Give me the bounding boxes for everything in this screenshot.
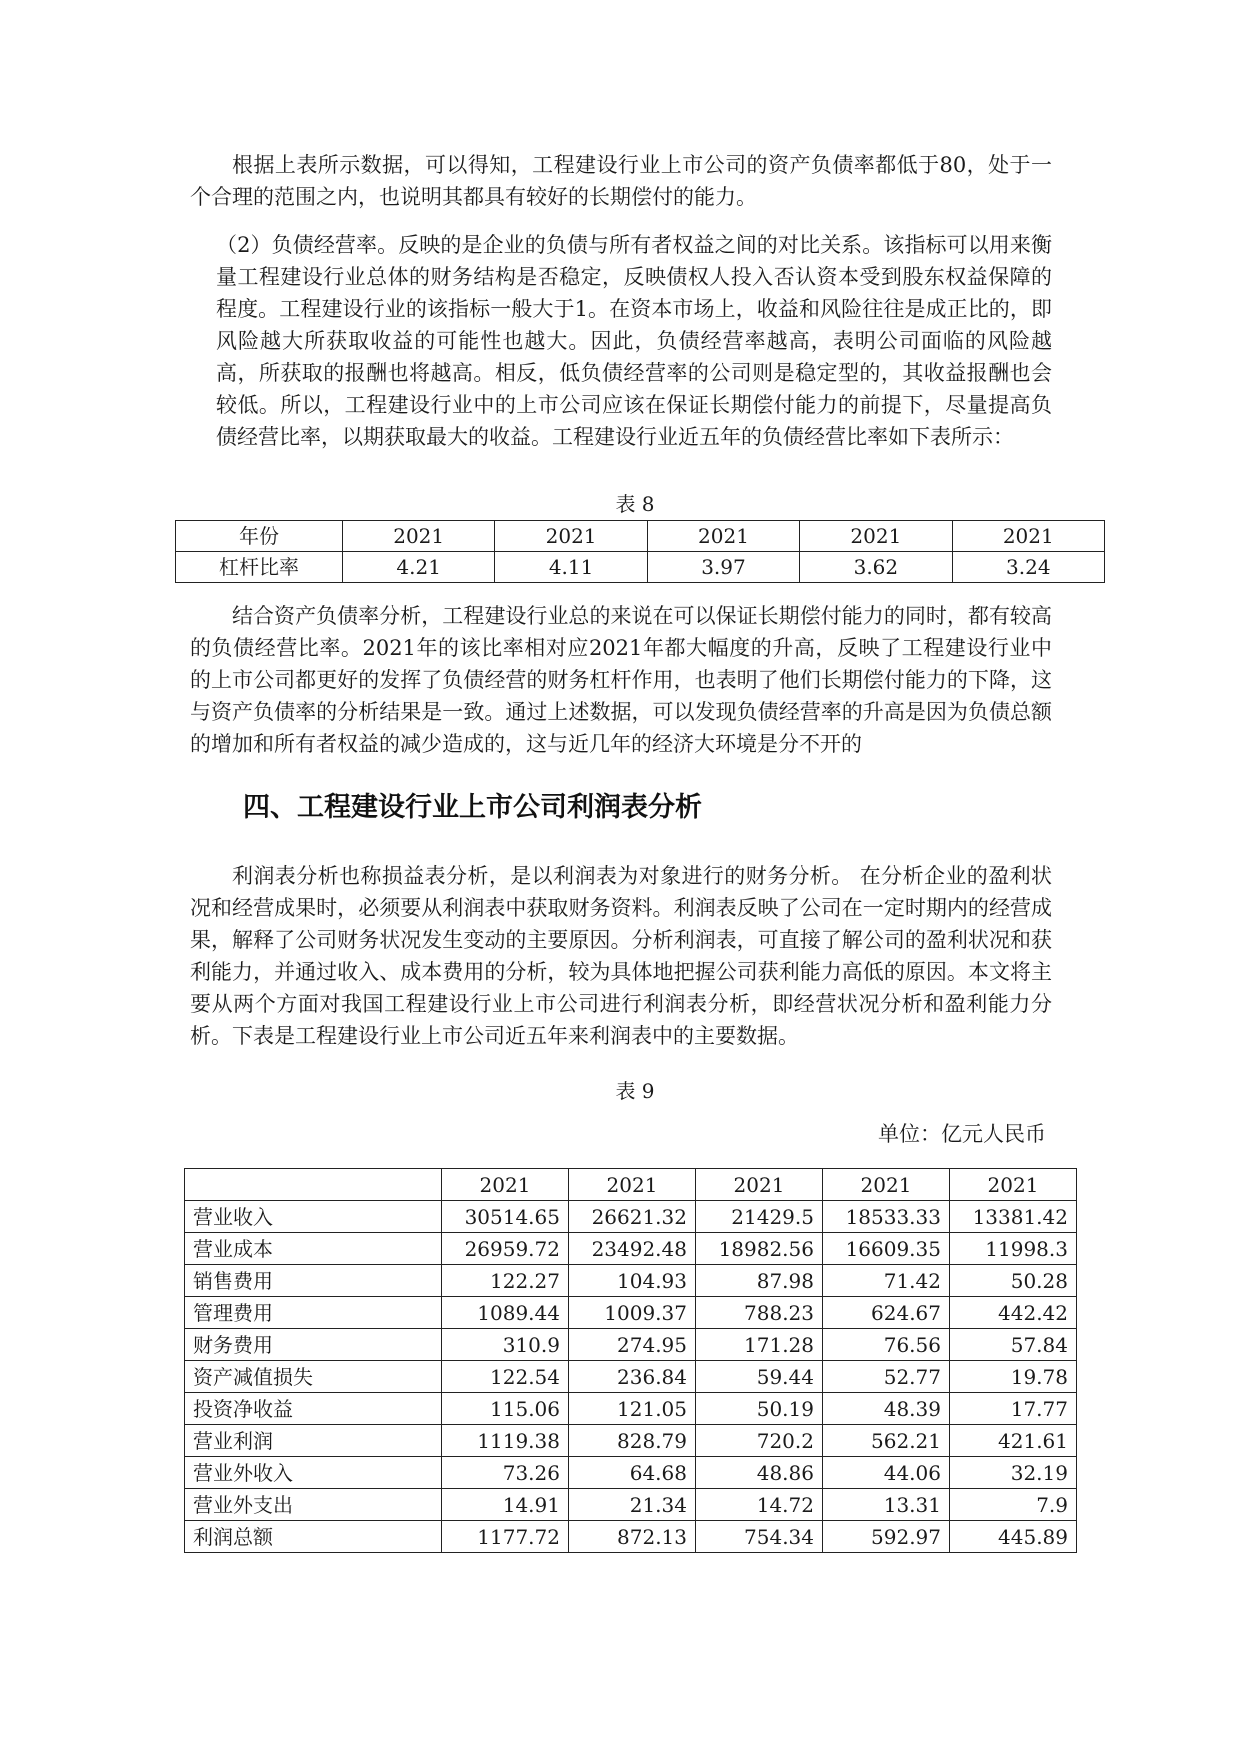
year-cell: 2021 [569, 1169, 696, 1201]
row-label-cell: 杠杆比率 [176, 552, 343, 583]
row-label-cell: 营业外支出 [185, 1489, 442, 1521]
table-9-income-statement [184, 1168, 1077, 1553]
value-cell: 71.42 [823, 1265, 950, 1297]
value-cell: 48.86 [696, 1457, 823, 1489]
year-cell: 2021 [696, 1169, 823, 1201]
year-cell: 2021 [952, 521, 1104, 552]
paragraph-leverage-analysis: 结合资产负债率分析，工程建设行业总的来说在可以保证长期偿付能力的同时，都有较高的负债经营比率。2021年的该比率相对应2021年都大幅度的升高，反映了工程建设行业中的上市公司都更好的发挥了负债经营的财务杠杆作用，也表明了他们长期偿付能力的下降，这与资产负债率的分析结果是一致。通过上述数据，可以发现负债经营率的升高是因为负债总额的增加和所有者权益的减少造成的，这与近几年的经济大环境是分不开的 [190, 604, 1052, 756]
value-cell: 11998.3 [950, 1233, 1077, 1265]
value-cell: 50.28 [950, 1265, 1077, 1297]
value-cell: 26621.32 [569, 1201, 696, 1233]
value-cell: 1119.38 [442, 1425, 569, 1457]
table-8-leverage-ratio [175, 520, 1105, 583]
value-cell: 7.9 [950, 1489, 1077, 1521]
value-cell: 87.98 [696, 1265, 823, 1297]
table-row [185, 1297, 1077, 1329]
value-cell: 23492.48 [569, 1233, 696, 1265]
value-cell: 73.26 [442, 1457, 569, 1489]
value-cell: 3.97 [647, 552, 799, 583]
table-row [185, 1361, 1077, 1393]
year-cell: 2021 [647, 521, 799, 552]
row-label-cell: 财务费用 [185, 1329, 442, 1361]
value-cell: 592.97 [823, 1521, 950, 1553]
value-cell: 274.95 [569, 1329, 696, 1361]
table-row [176, 552, 1105, 583]
table-row [185, 1201, 1077, 1233]
table-row [185, 1425, 1077, 1457]
value-cell: 59.44 [696, 1361, 823, 1393]
row-label-cell: 管理费用 [185, 1297, 442, 1329]
value-cell: 828.79 [569, 1425, 696, 1457]
value-cell: 171.28 [696, 1329, 823, 1361]
value-cell: 32.19 [950, 1457, 1077, 1489]
value-cell: 13.31 [823, 1489, 950, 1521]
value-cell: 122.27 [442, 1265, 569, 1297]
value-cell: 13381.42 [950, 1201, 1077, 1233]
table-row [185, 1457, 1077, 1489]
value-cell: 1089.44 [442, 1297, 569, 1329]
paragraph-income-statement-analysis: 利润表分析也称损益表分析，是以利润表为对象进行的财务分析。 在分析企业的盈利状况和经营成果时，必须要从利润表中获取财务资料。利润表反映了公司在一定时期内的经营成果，解释了公司财务状况发生变动的主要原因。分析利润表，可直接了解公司的盈利状况和获利能力，并通过收入、成本费用的分析，较为具体地把握公司获利能力高低的原因。本文将主要从两个方面对我国工程建设行业上市公司进行利润表分析，即经营状况分析和盈利能力分析。下表是工程建设行业上市公司近五年来利润表中的主要数据。 [190, 864, 1052, 1048]
value-cell: 14.72 [696, 1489, 823, 1521]
value-cell: 21.34 [569, 1489, 696, 1521]
value-cell: 122.54 [442, 1361, 569, 1393]
value-cell: 14.91 [442, 1489, 569, 1521]
value-cell: 624.67 [823, 1297, 950, 1329]
value-cell: 26959.72 [442, 1233, 569, 1265]
section-heading: 四、工程建设行业上市公司利润表分析 [243, 792, 702, 823]
value-cell: 421.61 [950, 1425, 1077, 1457]
value-cell: 310.9 [442, 1329, 569, 1361]
value-cell: 788.23 [696, 1297, 823, 1329]
value-cell: 1009.37 [569, 1297, 696, 1329]
value-cell: 57.84 [950, 1329, 1077, 1361]
row-label-cell: 营业利润 [185, 1425, 442, 1457]
table-row [176, 521, 1105, 552]
value-cell: 104.93 [569, 1265, 696, 1297]
year-cell: 2021 [800, 521, 952, 552]
value-cell: 4.11 [495, 552, 647, 583]
value-cell: 720.2 [696, 1425, 823, 1457]
row-label-cell: 利润总额 [185, 1521, 442, 1553]
value-cell: 21429.5 [696, 1201, 823, 1233]
row-label-cell: 销售费用 [185, 1265, 442, 1297]
row-label-cell: 营业成本 [185, 1233, 442, 1265]
row-label-cell: 资产减值损失 [185, 1361, 442, 1393]
year-cell: 2021 [343, 521, 495, 552]
table-row [185, 1265, 1077, 1297]
table-row [185, 1329, 1077, 1361]
value-cell: 754.34 [696, 1521, 823, 1553]
table-row [185, 1521, 1077, 1553]
row-label-cell: 营业收入 [185, 1201, 442, 1233]
table-8-caption: 表 8 [615, 492, 655, 516]
value-cell: 52.77 [823, 1361, 950, 1393]
table-row [185, 1489, 1077, 1521]
value-cell: 16609.35 [823, 1233, 950, 1265]
value-cell: 17.77 [950, 1393, 1077, 1425]
value-cell: 64.68 [569, 1457, 696, 1489]
table-corner-cell [185, 1169, 442, 1201]
value-cell: 442.42 [950, 1297, 1077, 1329]
table-9-unit-label: 单位：亿元人民币 [878, 1122, 1046, 1146]
value-cell: 18533.33 [823, 1201, 950, 1233]
value-cell: 236.84 [569, 1361, 696, 1393]
table-header-row [185, 1169, 1077, 1201]
paragraph-asset-liability-conclusion: 根据上表所示数据，可以得知，工程建设行业上市公司的资产负债率都低于80，处于一个合理的范围之内，也说明其都具有较好的长期偿付的能力。 [190, 153, 1052, 209]
value-cell: 76.56 [823, 1329, 950, 1361]
value-cell: 18982.56 [696, 1233, 823, 1265]
year-cell: 2021 [823, 1169, 950, 1201]
table-row [185, 1393, 1077, 1425]
value-cell: 1177.72 [442, 1521, 569, 1553]
year-cell: 2021 [442, 1169, 569, 1201]
value-cell: 50.19 [696, 1393, 823, 1425]
value-cell: 44.06 [823, 1457, 950, 1489]
value-cell: 48.39 [823, 1393, 950, 1425]
value-cell: 3.24 [952, 552, 1104, 583]
table-9-caption: 表 9 [615, 1079, 655, 1103]
table-row [185, 1233, 1077, 1265]
value-cell: 30514.65 [442, 1201, 569, 1233]
value-cell: 3.62 [800, 552, 952, 583]
value-cell: 562.21 [823, 1425, 950, 1457]
year-cell: 2021 [495, 521, 647, 552]
value-cell: 4.21 [343, 552, 495, 583]
value-cell: 19.78 [950, 1361, 1077, 1393]
paragraph-debt-operating-ratio: （2）负债经营率。反映的是企业的负债与所有者权益之间的对比关系。该指标可以用来衡量工程建设行业总体的财务结构是否稳定，反映债权人投入否认资本受到股东权益保障的程度。工程建设行业的该指标一般大于1。在资本市场上，收益和风险往往是成正比的，即风险越大所获取收益的可能性也越大。因此，负债经营率越高，表明公司面临的风险越高，所获取的报酬也将越高。相反，低负债经营率的公司则是稳定型的，其收益报酬也会较低。所以，工程建设行业中的上市公司应该在保证长期偿付能力的前提下，尽量提高负债经营比率，以期获取最大的收益。工程建设行业近五年的负债经营比率如下表所示： [216, 233, 1052, 449]
row-label-cell: 营业外收入 [185, 1457, 442, 1489]
table-header-cell: 年份 [176, 521, 343, 552]
value-cell: 445.89 [950, 1521, 1077, 1553]
value-cell: 872.13 [569, 1521, 696, 1553]
value-cell: 115.06 [442, 1393, 569, 1425]
year-cell: 2021 [950, 1169, 1077, 1201]
row-label-cell: 投资净收益 [185, 1393, 442, 1425]
value-cell: 121.05 [569, 1393, 696, 1425]
